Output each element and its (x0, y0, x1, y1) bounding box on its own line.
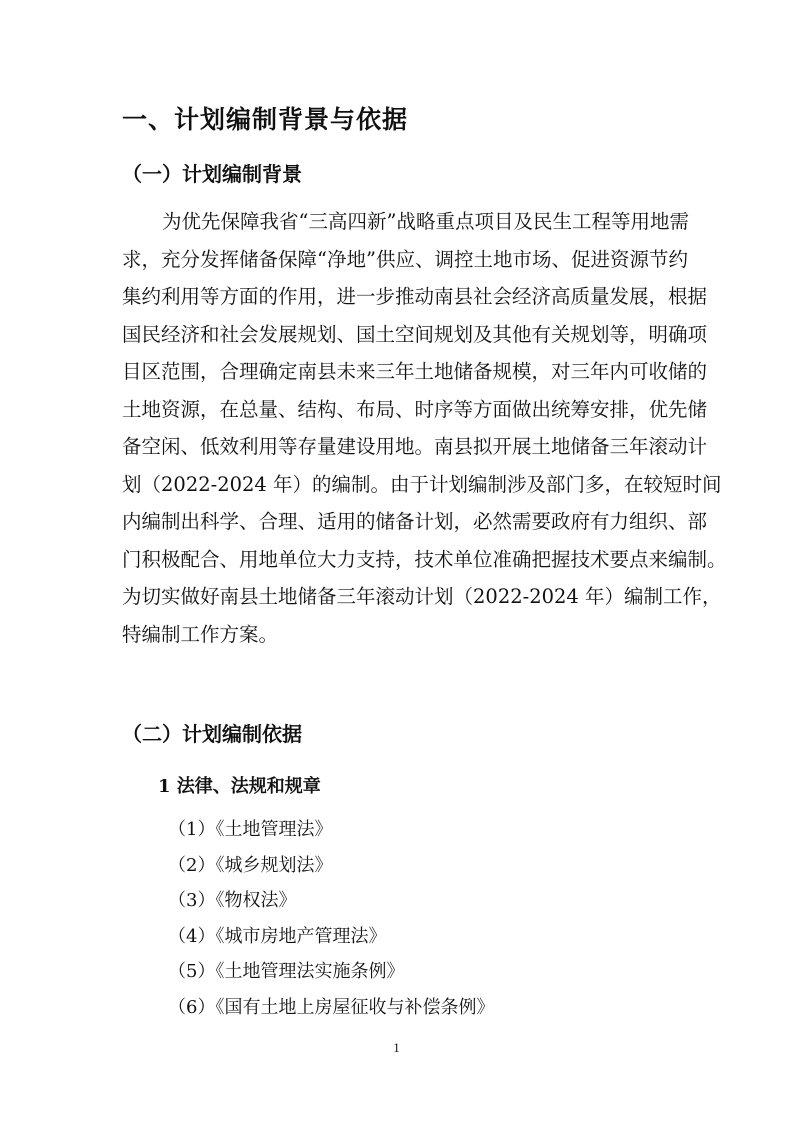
section-heading-basis: （二）计划编制依据 (122, 722, 302, 746)
subsection-heading-laws: 1 法律、法规和规章 (158, 776, 321, 797)
paragraph-line: 划（2022-2024 年）的编制。由于计划编制涉及部门多，在较短时间 (122, 472, 722, 496)
paragraph-line: 目区范围，合理确定南县未来三年土地储备规模，对三年内可收储的 (122, 360, 708, 383)
paragraph-line: 求，充分发挥储备保障“净地”供应、调控土地市场、促进资源节约 (122, 247, 688, 271)
paragraph-line: 特编制工作方案。 (122, 622, 279, 646)
paragraph-line: 土地资源，在总量、结构、布局、时序等方面做出统筹安排，优先储 (122, 397, 708, 421)
paragraph-line: 集约利用等方面的作用，进一步推动南县社会经济高质量发展，根据 (122, 285, 708, 308)
list-item: （1）《土地管理法》 (168, 819, 333, 840)
list-item: （4）《城市房地产管理法》 (168, 925, 387, 947)
section-heading-background: （一）计划编制背景 (122, 162, 302, 186)
list-item: （5）《土地管理法实施条例》 (168, 961, 405, 983)
paragraph-line: 备空闲、低效利用等存量建设用地。南县拟开展土地储备三年滚动计 (122, 435, 708, 458)
background-paragraph (122, 203, 727, 653)
paragraph-line: 门积极配合、用地单位大力支持，技术单位准确把握技术要点来编制。 (122, 547, 727, 571)
list-item: （6）《国有土地上房屋征收与补偿条例》 (168, 996, 495, 1018)
law-list (168, 812, 494, 1026)
paragraph-line: 为优先保障我省“三高四新”战略重点项目及民生工程等用地需 (162, 210, 689, 233)
list-item: （3）《物权法》 (168, 890, 297, 912)
paragraph-line: 国民经济和社会发展规划、国土空间规划及其他有关规划等，明确项 (122, 322, 708, 346)
list-item: （2）《城乡规划法》 (168, 854, 333, 876)
chapter-heading: 一、计划编制背景与依据 (122, 105, 409, 134)
paragraph-line: 内编制出科学、合理、适用的储备计划，必然需要政府有力组织、部 (122, 510, 708, 533)
page-number: 1 (393, 1040, 400, 1055)
paragraph-line: 为切实做好南县土地储备三年滚动计划（2022-2024 年）编制工作， (122, 585, 722, 608)
